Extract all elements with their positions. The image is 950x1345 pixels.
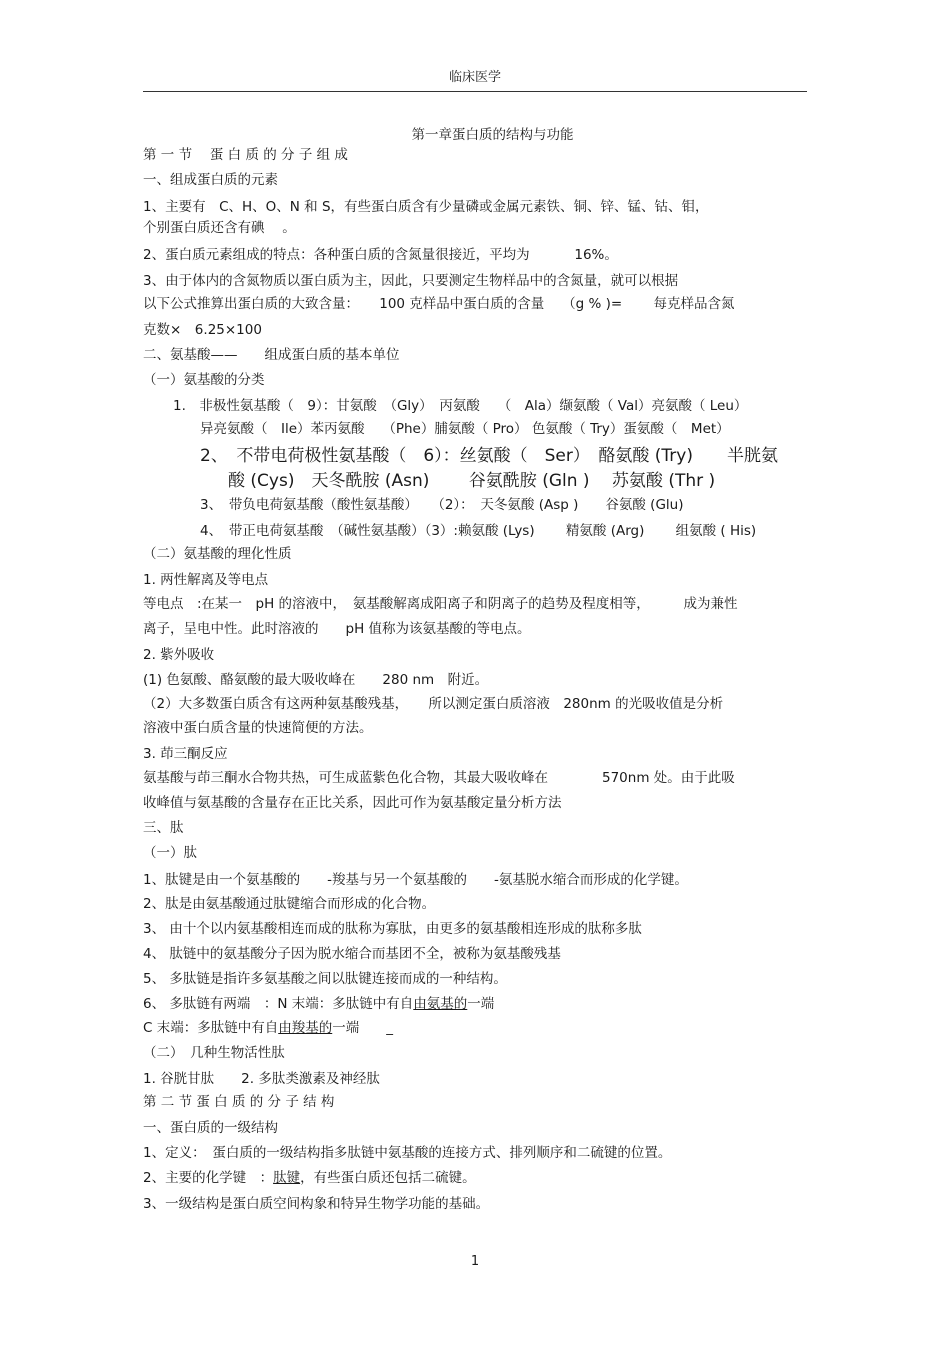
paragraph-line: 2、蛋白质元素组成的特点：各种蛋白质的含氮量很接近，平均为 16%。 xyxy=(143,247,618,263)
paragraph-line xyxy=(143,1020,393,1036)
subheading: （一）氨基酸的分类 xyxy=(143,372,265,388)
underlined-text: 肽键 xyxy=(273,1170,301,1186)
paragraph-line: 离子，呈电中性。此时溶液的 pH 值称为该氨基酸的等电点。 xyxy=(143,621,531,637)
paragraph-line: 4、 肽链中的氨基酸分子因为脱水缩合而基团不全，被称为氨基酸残基 xyxy=(143,946,561,962)
text-run: C 末端：多肽链中有自 xyxy=(143,1020,279,1036)
underlined-text: 由氨基的 xyxy=(413,996,468,1012)
paragraph-line: (1) 色氨酸、酪氨酸的最大吸收峰在 280 nm 附近。 xyxy=(143,672,489,688)
section-heading: 第 一 节 蛋 白 质 的 分 子 组 成 xyxy=(143,147,348,163)
chapter-title: 第一章蛋白质的结构与功能 xyxy=(411,127,574,143)
list-item: 1. 非极性氨基酸（ 9）：甘氨酸 （Gly） 丙氨酸 （ Ala）缬氨酸（ Val）亮氨酸（ Leu） xyxy=(173,398,748,414)
paragraph-line: 氨基酸与茚三酮水合物共热，可生成蓝紫色化合物，其最大吸收峰在 570nm 处。由于此吸 xyxy=(143,770,735,786)
subheading: （二） 几种生物活性肽 xyxy=(143,1045,285,1061)
page-number: 1 xyxy=(470,1254,480,1269)
text-run: 一端 xyxy=(467,996,495,1012)
underlined-text: 由羧基的 xyxy=(278,1020,333,1036)
paragraph-line: （2）大多数蛋白质含有这两种氨基酸残基， 所以测定蛋白质溶液 280nm 的光吸收值是分析 xyxy=(143,696,724,712)
text-run: 一端 _ xyxy=(332,1020,393,1036)
paragraph-line xyxy=(143,996,494,1012)
paragraph-line: 3. 茚三酮反应 xyxy=(143,746,228,762)
text-run: 6、 多肽链有两端 ：N 末端：多肽链中有自 xyxy=(143,996,414,1012)
paragraph-line: 1、肽键是由一个氨基酸的 -羧基与另一个氨基酸的 -氨基脱水缩合而形成的化学键。 xyxy=(143,872,688,888)
paragraph-line: 1、主要有 C、H、O、N 和 S，有些蛋白质含有少量磷或金属元素铁、铜、锌、锰、钴、钼， xyxy=(143,199,709,215)
paragraph-line xyxy=(143,1170,476,1186)
heading: 一、蛋白质的一级结构 xyxy=(143,1120,278,1136)
subheading: （二）氨基酸的理化性质 xyxy=(143,546,292,562)
paragraph-line: 以下公式推算出蛋白质的大致含量： 100 克样品中蛋白质的含量 （g % )= 每克样品含氮 xyxy=(143,296,735,312)
heading: 一、组成蛋白质的元素 xyxy=(143,172,278,188)
paragraph-line: 1. 两性解离及等电点 xyxy=(143,572,269,588)
paragraph-line: 溶液中蛋白质含量的快速简便的方法。 xyxy=(143,720,373,736)
heading: 三、肽 xyxy=(143,820,184,836)
paragraph-line: 2、肽是由氨基酸通过肽键缩合而形成的化合物。 xyxy=(143,896,436,912)
paragraph-line: 1. 谷胱甘肽 2. 多肽类激素及神经肽 xyxy=(143,1071,380,1087)
subheading: （一）肽 xyxy=(143,845,197,861)
section-heading: 第 二 节 蛋 白 质 的 分 子 结 构 xyxy=(143,1094,335,1110)
text-run: 2、主要的化学键 ： xyxy=(143,1170,274,1186)
list-item: 异亮氨酸（ Ile）苯丙氨酸 （Phe）脯氨酸（ Pro） 色氨酸（ Try）蛋氨酸（ Met） xyxy=(200,421,730,437)
list-item: 4、 带正电荷氨基酸 （碱性氨基酸）（3）:赖氨酸 (Lys) 精氨酸 (Arg) 组氨酸 ( His) xyxy=(200,523,757,539)
text-run: ，有些蛋白质还包括二硫键。 xyxy=(300,1170,476,1186)
paragraph-line: 3、一级结构是蛋白质空间构象和特异生物学功能的基础。 xyxy=(143,1196,490,1212)
paragraph-line: 个别蛋白质还含有碘 。 xyxy=(143,220,296,236)
paragraph-line: 1、定义： 蛋白质的一级结构指多肽链中氨基酸的连接方式、排列顺序和二硫键的位置。 xyxy=(143,1145,672,1161)
paragraph-line: 3、 由十个以内氨基酸相连而成的肽称为寡肽，由更多的氨基酸相连形成的肽称多肽 xyxy=(143,921,642,937)
list-item: 3、 带负电荷氨基酸（酸性氨基酸） （2）： 天冬氨酸 (Asp ) 谷氨酸 (Glu) xyxy=(200,497,684,513)
header-rule xyxy=(143,91,807,92)
paragraph-line: 等电点 :在某一 pH 的溶液中， 氨基酸解离成阳离子和阴离子的趋势及程度相等， 成为兼性 xyxy=(143,596,738,612)
page-header: 临床医学 xyxy=(448,70,501,85)
heading: 二、氨基酸—— 组成蛋白质的基本单位 xyxy=(143,347,400,363)
list-item: 2、 不带电荷极性氨基酸（ 6）：丝氨酸（ Ser） 酪氨酸 (Try) 半胱氨 xyxy=(200,446,778,466)
paragraph-line: 克数× 6.25×100 xyxy=(143,322,262,338)
paragraph-line: 5、 多肽链是指许多氨基酸之间以肽键连接而成的一种结构。 xyxy=(143,971,507,987)
paragraph-line: 收峰值与氨基酸的含量存在正比关系，因此可作为氨基酸定量分析方法 xyxy=(143,795,562,811)
list-item: 酸 (Cys) 天冬酰胺 (Asn) 谷氨酰胺 (Gln ) 苏氨酸 (Thr ) xyxy=(228,471,716,491)
paragraph-line: 2. 紫外吸收 xyxy=(143,647,215,663)
paragraph-line: 3、由于体内的含氮物质以蛋白质为主，因此，只要测定生物样品中的含氮量，就可以根据 xyxy=(143,273,679,289)
